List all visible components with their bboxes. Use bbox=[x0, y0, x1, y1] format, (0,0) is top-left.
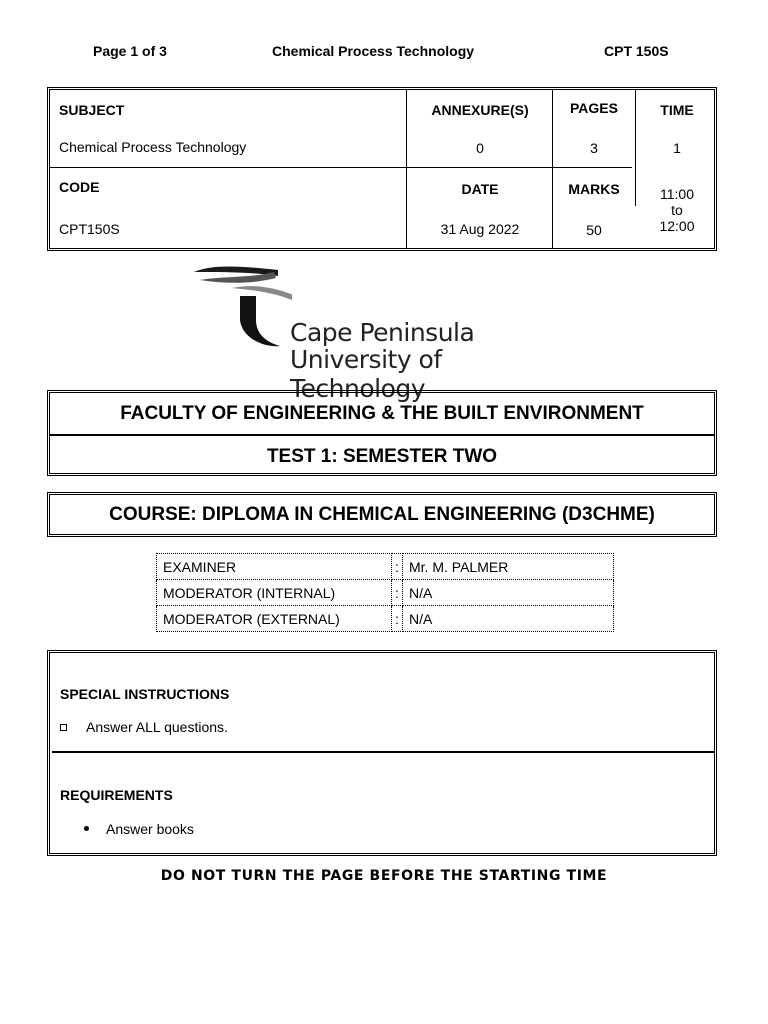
separator: : bbox=[392, 554, 403, 580]
header-title: Chemical Process Technology bbox=[272, 43, 475, 59]
time-range bbox=[636, 186, 718, 234]
moderator-external-value: N/A bbox=[403, 606, 614, 632]
marks-value: 50 bbox=[586, 222, 602, 238]
separator: : bbox=[392, 580, 403, 606]
course-title: COURSE: DIPLOMA IN CHEMICAL ENGINEERING (D3CHME) bbox=[47, 492, 717, 537]
date-label: DATE bbox=[461, 181, 499, 197]
table-row bbox=[157, 580, 614, 606]
special-instructions-heading: SPECIAL INSTRUCTIONS bbox=[60, 686, 230, 702]
special-instruction-item: Answer ALL questions. bbox=[86, 719, 228, 735]
annexure-value: 0 bbox=[476, 140, 484, 156]
faculty-box bbox=[47, 390, 717, 476]
header-code: CPT 150S bbox=[604, 43, 669, 59]
moderator-internal-label: MODERATOR (INTERNAL) bbox=[157, 580, 392, 606]
requirement-item: Answer books bbox=[106, 821, 194, 837]
pages-value: 3 bbox=[590, 140, 598, 156]
faculty-title: FACULTY OF ENGINEERING & THE BUILT ENVIRONMENT bbox=[120, 403, 644, 424]
code-value: CPT150S bbox=[59, 221, 120, 237]
time-label: TIME bbox=[660, 102, 694, 118]
requirements-heading: REQUIREMENTS bbox=[60, 787, 173, 803]
date-value: 31 Aug 2022 bbox=[440, 221, 520, 237]
marks-label: MARKS bbox=[568, 181, 620, 197]
time-value: 1 bbox=[673, 140, 681, 156]
logo-line-2: University of Technology bbox=[290, 345, 442, 403]
examiner-value: Mr. M. PALMER bbox=[403, 554, 614, 580]
square-bullet-icon bbox=[60, 724, 67, 731]
table-row bbox=[157, 606, 614, 632]
instructions-box bbox=[47, 650, 717, 856]
warning-text: DO NOT TURN THE PAGE BEFORE THE STARTING TIME bbox=[160, 868, 608, 884]
time-start: 11:00 bbox=[660, 186, 694, 202]
examiner-label: EXAMINER bbox=[157, 554, 392, 580]
pages-label: PAGES bbox=[570, 100, 618, 116]
annexure-label: ANNEXURE(S) bbox=[431, 102, 529, 118]
test-title: TEST 1: SEMESTER TWO bbox=[50, 434, 714, 477]
time-end: 12:00 bbox=[659, 218, 695, 234]
header-page-number: Page 1 of 3 bbox=[93, 43, 167, 59]
university-logo bbox=[192, 262, 582, 403]
divider bbox=[50, 167, 632, 168]
time-to: to bbox=[671, 202, 683, 218]
examiner-table bbox=[156, 553, 614, 632]
bullet-icon bbox=[84, 826, 89, 831]
separator: : bbox=[392, 606, 403, 632]
logo-emblem-icon bbox=[192, 262, 292, 352]
moderator-external-label: MODERATOR (EXTERNAL) bbox=[157, 606, 392, 632]
exam-info-table bbox=[47, 87, 717, 251]
subject-label: SUBJECT bbox=[59, 102, 125, 118]
moderator-internal-value: N/A bbox=[403, 580, 614, 606]
subject-value: Chemical Process Technology bbox=[59, 139, 247, 155]
code-label: CODE bbox=[59, 179, 100, 195]
logo-line-1: Cape Peninsula bbox=[290, 318, 475, 347]
table-row bbox=[157, 554, 614, 580]
divider bbox=[52, 751, 714, 753]
